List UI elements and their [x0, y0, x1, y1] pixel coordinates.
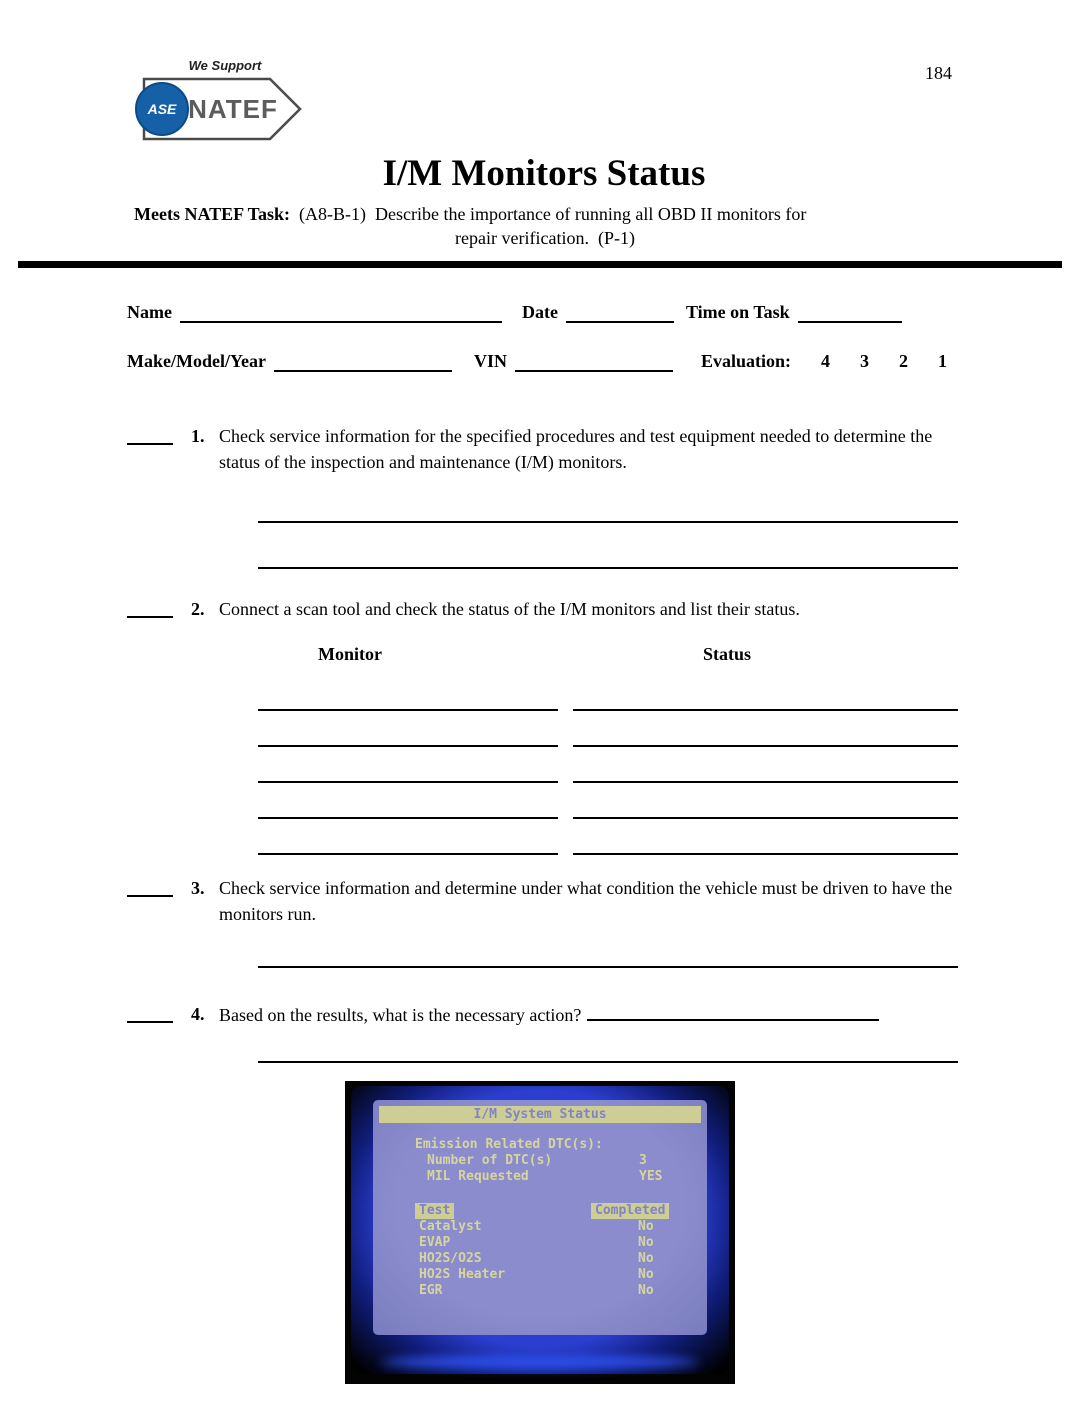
evaluation-value-4: 4 [821, 351, 831, 371]
task-4-text-wrap [219, 1002, 959, 1029]
monitor-name: Catalyst [419, 1219, 482, 1234]
mil-requested-label: MIL Requested [427, 1169, 529, 1184]
dtc-section-header: Emission Related DTC(s): [415, 1137, 603, 1152]
evaluation-label: Evaluation: [700, 351, 792, 371]
mil-requested-value: YES [639, 1169, 663, 1184]
monitor-status: No [638, 1251, 654, 1266]
monitor-row-evap [419, 1235, 707, 1251]
test-completed-header-row [373, 1203, 707, 1219]
monitor-status: No [638, 1267, 654, 1282]
evaluation-value-1: 1 [938, 351, 948, 371]
monitor-status: No [638, 1219, 654, 1234]
task-1-text: Check service information for the specified procedures and test equipment needed to determine the status of the inspection and maintenance (I/M) monitors. [219, 426, 933, 472]
scan-tool-photo [345, 1081, 735, 1384]
mil-requested-row [427, 1169, 707, 1185]
task-4-text: Based on the results, what is the necessary action? [219, 1005, 582, 1025]
dtc-count-row [427, 1153, 707, 1169]
natef-task-desc [290, 204, 299, 224]
logo-we-support-text: We Support [188, 58, 262, 73]
form-row-identity [127, 300, 957, 323]
task-2-grade-blank [127, 597, 173, 618]
task-1-grade-blank [127, 424, 173, 445]
monitor-name: HO2S/O2S [419, 1251, 482, 1266]
date-blank-line [566, 300, 674, 323]
natef-task-line2: repair verification. (P-1) [455, 228, 635, 249]
dtc-count-label: Number of DTC(s) [427, 1153, 553, 1168]
task-1-answer-line-1 [258, 521, 958, 523]
natef-task-line1 [134, 202, 956, 226]
header-divider [18, 261, 1062, 268]
crt-glow [381, 1356, 699, 1368]
crt-bezel [351, 1086, 729, 1374]
test-header: Test [415, 1203, 454, 1219]
monitor-name: HO2S Heater [419, 1267, 506, 1282]
monitor-row-ho2s [419, 1251, 707, 1267]
make-model-year-blank-line [274, 349, 452, 372]
evaluation-value-2: 2 [899, 351, 909, 371]
monitor-blank-line [258, 745, 558, 747]
monitor-name: EGR [419, 1283, 443, 1298]
monitor-row-egr [419, 1283, 707, 1299]
monitor-status: No [638, 1235, 654, 1250]
time-on-task-blank-line [798, 300, 902, 323]
monitor-blank-line [258, 781, 558, 783]
completed-header: Completed [591, 1203, 669, 1219]
time-on-task-label: Time on Task [685, 302, 790, 322]
page-title: I/M Monitors Status [382, 153, 706, 194]
task-item-2 [127, 597, 959, 623]
status-blank-line [573, 817, 958, 819]
status-blank-line [573, 709, 958, 711]
task-3-text: Check service information and determine under what condition the vehicle must be driven to have the monitors run. [219, 878, 953, 924]
natef-task-block [134, 202, 956, 251]
status-blank-line [573, 853, 958, 855]
scan-tool-screen [373, 1100, 707, 1335]
evaluation-value-3: 3 [860, 351, 870, 371]
dtc-count-value: 3 [639, 1153, 647, 1168]
task-2-text: Connect a scan tool and check the status of the I/M monitors and list their status. [219, 599, 800, 619]
status-blank-line [573, 745, 958, 747]
monitor-blank-line [258, 853, 558, 855]
task-item-4 [127, 1002, 959, 1029]
name-blank-line [180, 300, 502, 323]
task-1-number: 1. [191, 426, 205, 446]
monitor-row-catalyst [419, 1219, 707, 1235]
make-model-year-label: Make/Model/Year [127, 351, 266, 371]
vin-label: VIN [473, 351, 507, 371]
monitor-status: No [638, 1283, 654, 1298]
task-4-number: 4. [191, 1004, 205, 1024]
vin-blank-line [515, 349, 673, 372]
natef-logo [130, 52, 310, 152]
monitor-blank-line [258, 817, 558, 819]
screen-title-bar: I/M System Status [379, 1106, 701, 1123]
monitor-blank-line [258, 709, 558, 711]
task-4-grade-blank [127, 1002, 173, 1023]
name-label: Name [127, 302, 172, 322]
task-item-3 [127, 876, 959, 927]
task-item-1 [127, 424, 959, 475]
monitor-name: EVAP [419, 1235, 451, 1250]
task-1-answer-line-2 [258, 567, 958, 569]
logo-natef-text: NATEF [188, 94, 278, 124]
task-3-number: 3. [191, 878, 205, 898]
monitor-row-ho2s-heater [419, 1267, 707, 1283]
natef-task-label: Meets NATEF Task: [134, 204, 291, 224]
task-4-answer-line [258, 1061, 958, 1063]
task-4-inline-blank [587, 1002, 879, 1021]
task-3-answer-line [258, 966, 958, 968]
status-column-header: Status [703, 644, 752, 664]
natef-logo-graphic [130, 52, 310, 152]
date-label: Date [521, 302, 558, 322]
form-row-vehicle [127, 349, 967, 372]
status-blank-line [573, 781, 958, 783]
task-2-number: 2. [191, 599, 205, 619]
natef-task-desc-text: (A8-B-1) Describe the importance of running all OBD II monitors for [299, 204, 807, 224]
task-3-grade-blank [127, 876, 173, 897]
logo-ase-text: ASE [147, 101, 177, 117]
page-number: 184 [925, 63, 952, 83]
monitor-column-header: Monitor [318, 644, 382, 664]
